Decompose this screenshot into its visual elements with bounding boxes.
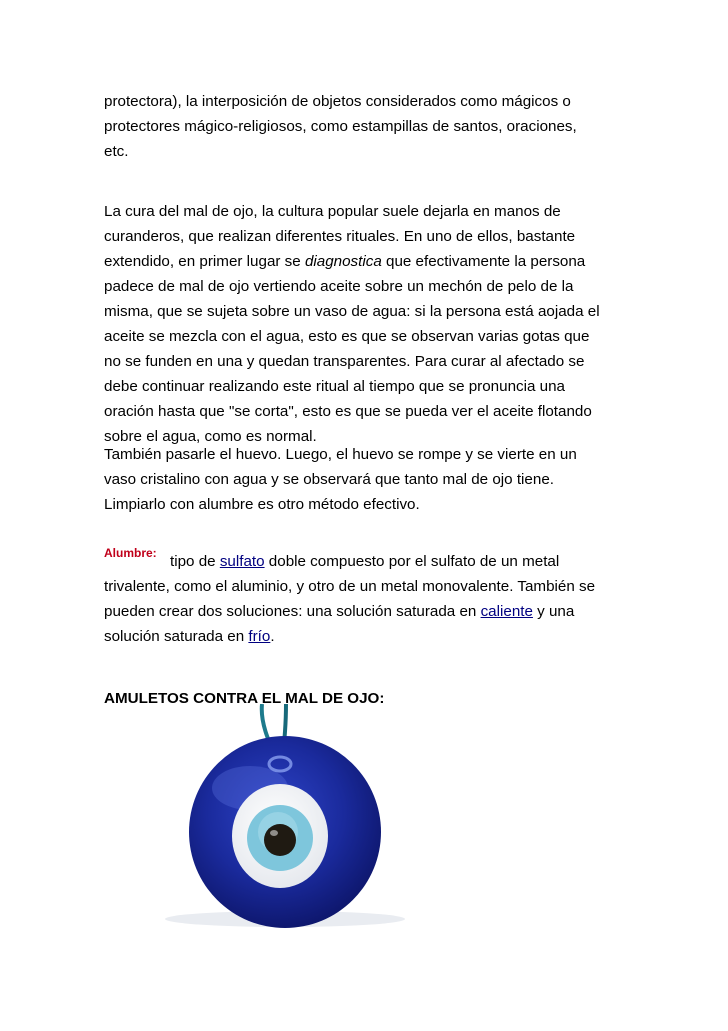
sulfato-link[interactable]: sulfato [219, 553, 265, 570]
text-line: debe continuar realizando este ritual al tiempo que se pronuncia una [104, 378, 565, 395]
text-line: curanderos, que realizan diferentes rituales. En uno de ellos, bastante [104, 228, 576, 245]
section-heading: AMULETOS CONTRA EL MAL DE OJO: [104, 690, 385, 707]
paragraph-huevo [104, 442, 644, 517]
text-segment: . [270, 628, 275, 645]
text-line [104, 599, 644, 624]
text-line: protectora), la interposición de objetos considerados como mágicos o [104, 93, 571, 110]
text-line: trivalente, como el aluminio, y otro de un metal monovalente. También se [104, 578, 596, 595]
text-line: vaso cristalino con agua y se observará que tanto mal de ojo tiene. [104, 471, 554, 488]
text-line: oración hasta que "se corta", esto es que se pueda ver el aceite flotando [104, 403, 592, 420]
text-line: Limpiarlo con alumbre es otro método efectivo. [104, 496, 420, 513]
text-segment: solución saturada en [104, 628, 249, 645]
text-segment: que efectivamente la persona [381, 253, 586, 270]
text-line [104, 249, 644, 274]
text-line: etc. [104, 143, 129, 160]
text-segment: extendido, en primer lugar se [104, 253, 305, 270]
text-line: sobre el agua, como es normal. [104, 428, 317, 445]
caliente-link[interactable]: caliente [480, 603, 533, 620]
text-line: protectores mágico-religiosos, como estampillas de santos, oraciones, [104, 118, 577, 135]
evil-eye-amulet-icon [110, 704, 460, 930]
text-line [104, 549, 644, 574]
evil-eye-amulet-image [110, 704, 460, 930]
text-segment: doble compuesto por el sulfato de un metal [264, 553, 560, 570]
text-line: aceite se mezcla con el agua, esto es que se observan varias gotas que [104, 328, 590, 345]
paragraph-alumbre [104, 549, 644, 649]
text-line: También pasarle el huevo. Luego, el huevo se rompe y se vierte en un [104, 446, 577, 463]
text-line [104, 624, 644, 649]
emphasis-diagnostica: diagnostica [304, 253, 382, 270]
alumbre-label: Alumbre: [104, 546, 157, 560]
text-line: padece de mal de ojo vertiendo aceite sobre un mechón de pelo de la [104, 278, 574, 295]
text-line: La cura del mal de ojo, la cultura popular suele dejarla en manos de [104, 203, 561, 220]
text-line: misma, que se sujeta sobre un vaso de agua: si la persona está aojada el [104, 303, 600, 320]
frio-link[interactable]: frío [248, 628, 271, 645]
text-line: no se funden en una y quedan transparentes. Para curar al afectado se [104, 353, 585, 370]
text-segment: y una [532, 603, 575, 620]
text-segment: pueden crear dos soluciones: una solución saturada en [104, 603, 481, 620]
text-segment: tipo de [170, 553, 220, 570]
paragraph-cura [104, 199, 644, 449]
paragraph-protectores [104, 89, 644, 164]
